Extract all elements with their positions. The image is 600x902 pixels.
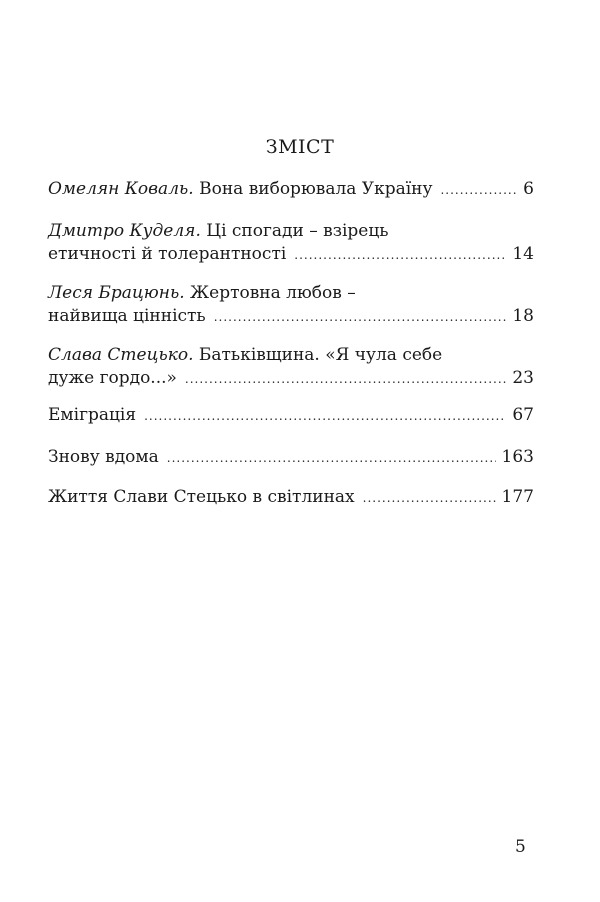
toc-entry-photos: [48, 486, 534, 510]
toc-entry-author: Омелян Коваль.: [48, 179, 194, 199]
toc-entry-author: Слава Стецько.: [48, 345, 194, 365]
toc-entry-title-line2: етичності й толерантності: [48, 244, 287, 264]
toc-entry-title-line1: Ці спогади – взірець: [200, 221, 389, 241]
toc-entry-bratsiun: [48, 282, 534, 329]
toc-entry-author: Дмитро Куделя.: [48, 221, 201, 241]
toc-leader-dots: [185, 368, 506, 391]
toc-entry-page: 6: [523, 179, 534, 199]
toc-entry-page: 23: [512, 368, 534, 388]
toc-entry-page: 177: [501, 487, 534, 507]
toc-entry-page: 67: [512, 405, 534, 425]
toc-title: ЗМІСТ: [265, 136, 335, 158]
toc-entry-stetsko: [48, 344, 534, 391]
toc-entry-title-line2: найвища цінність: [48, 306, 206, 326]
toc-entry-title: Життя Слави Стецько в світлинах: [48, 487, 355, 507]
toc-entry-title: Вона виборювала Україну: [193, 179, 433, 199]
toc-entry-title: Знову вдома: [48, 447, 159, 467]
toc-entry-emigration: [48, 404, 534, 428]
toc-entry-koval: [48, 178, 534, 202]
toc-entry-home-again: [48, 446, 534, 470]
toc-entry-author: Леся Брацюнь.: [48, 283, 185, 303]
toc-entry-kudelia: [48, 220, 534, 267]
toc-leader-dots: [294, 244, 506, 267]
toc-leader-dots: [363, 487, 496, 510]
page-number: 5: [515, 837, 526, 857]
toc-leader-dots: [440, 179, 517, 202]
toc-entry-page: 163: [501, 447, 534, 467]
toc-entry-page: 18: [512, 306, 534, 326]
toc-entry-title-line2: дуже гордо...»: [48, 368, 177, 388]
toc-entry-page: 14: [512, 244, 534, 264]
toc-entry-title: Еміграція: [48, 405, 137, 425]
toc-leader-dots: [167, 447, 496, 470]
toc-leader-dots: [214, 306, 507, 329]
toc-entry-title-line1: Батьківщина. «Я чула себе: [193, 345, 443, 365]
toc-entry-title-line1: Жертовна любов –: [184, 283, 356, 303]
toc-leader-dots: [144, 405, 506, 428]
